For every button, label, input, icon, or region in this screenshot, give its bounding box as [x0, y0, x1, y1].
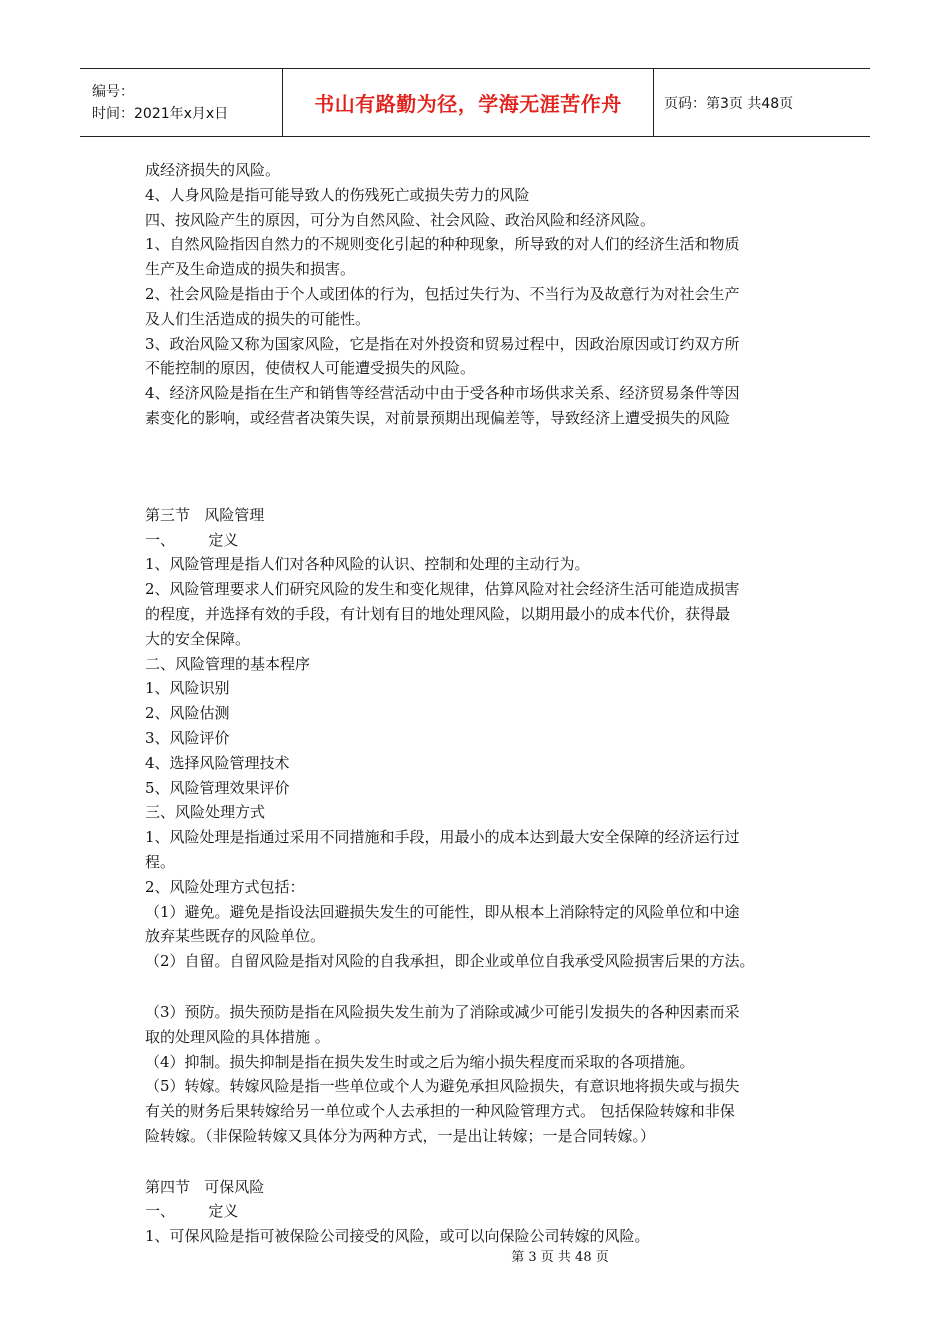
section-spacer [145, 431, 825, 477]
page-header [80, 68, 870, 137]
body-line: 的程度，并选择有效的手段，有计划有目的地处理风险，以期用最小的成本代价，获得最 [145, 604, 731, 623]
body-line: 1、可保风险是指可被保险公司接受的风险，或可以向保险公司转嫁的风险。 [145, 1227, 650, 1246]
body-line: 4、选择风险管理技术 [145, 753, 290, 772]
body-line: （2）自留。自留风险是指对风险的自我承担，即企业或单位自我承受风险损害后果的方法。 [145, 952, 755, 971]
section-spacer [145, 477, 825, 503]
body-line: 二、风险管理的基本程序 [145, 654, 311, 673]
footer-page-number: 第 3 页 共 48 页 [511, 1250, 609, 1265]
body-line: 4、人身风险是指可能导致人的伤残死亡或损失劳力的风险 [145, 185, 530, 204]
body-line: 及人们生活造成的损失的可能性。 [145, 309, 371, 328]
body-line: （1）避免。避免是指设法回避损失发生的可能性，即从根本上消除特定的风险单位和中途 [145, 902, 740, 921]
body-line: （4）抑制。损失抑制是指在损失发生时或之后为缩小损失程度而采取的各项措施。 [145, 1052, 695, 1071]
body-line: 生产及生命造成的损失和损害。 [145, 260, 356, 279]
section-spacer [145, 1149, 825, 1175]
body-line: 取的处理风险的具体措施 。 [145, 1027, 330, 1046]
header-meta [80, 69, 282, 136]
body-line: （5）转嫁。转嫁风险是指一些单位或个人为避免承担风险损失，有意识地将损失或与损失 [145, 1077, 740, 1096]
body-line: 1、风险处理是指通过采用不同措施和手段，用最小的成本达到最大安全保障的经济运行过 [145, 828, 740, 847]
body-line: 1、风险识别 [145, 679, 230, 698]
body-line: 程。 [145, 852, 176, 871]
header-motto: 书山有路勤为径，学海无涯苦作舟 [314, 92, 622, 116]
body-line: 3、政治风险又称为国家风险，它是指在对外投资和贸易过程中，因政治原因或订约双方所 [145, 334, 740, 353]
page-footer [0, 1246, 950, 1265]
body-line: 一、 定义 [145, 1202, 239, 1221]
body-line: 三、风险处理方式 [145, 803, 266, 822]
body-line: （3）预防。损失预防是指在风险损失发生前为了消除或减少可能引发损失的各种因素而采 [145, 1002, 740, 1021]
body-line: 2、社会风险是指由于个人或团体的行为，包括过失行为、不当行为及故意行为对社会生产 [145, 284, 740, 303]
body-line: 一、 定义 [145, 530, 239, 549]
section-heading: 第三节 风险管理 [145, 505, 265, 524]
body-line: 大的安全保障。 [145, 629, 251, 648]
body-line: 1、风险管理是指人们对各种风险的认识、控制和处理的主动行为。 [145, 555, 590, 574]
body-line: 成经济损失的风险。 [145, 161, 281, 179]
section-heading: 第四节 可保风险 [145, 1177, 265, 1196]
body-line: 2、风险管理要求人们研究风险的发生和变化规律，估算风险对社会经济生活可能造成损害 [145, 580, 740, 599]
body-line: 2、风险处理方式包括： [145, 877, 305, 896]
body-line: 不能控制的原因，使债权人可能遭受损失的风险。 [145, 359, 476, 378]
header-motto-cell [282, 69, 654, 136]
body-line: 有关的财务后果转嫁给另一单位或个人去承担的一种风险管理方式。 包括保险转嫁和非保 [145, 1102, 735, 1121]
body-line: 放弃某些既存的风险单位。 [145, 927, 326, 946]
document-time-label: 时间：2021年x月x日 [92, 105, 229, 122]
document-body [145, 158, 825, 1249]
body-line: 5、风险管理效果评价 [145, 778, 290, 797]
body-line: 3、风险评价 [145, 728, 230, 747]
body-line: 素变化的影响，或经营者决策失误，对前景预期出现偏差等，导致经济上遭受损失的风险 [145, 408, 731, 427]
document-number-label: 编号： [92, 83, 134, 100]
header-page-cell [654, 69, 793, 136]
paragraph-spacer [145, 974, 825, 1000]
body-line: 险转嫁。（非保险转嫁又具体分为两种方式，一是出让转嫁；一是合同转嫁。） [145, 1126, 656, 1145]
body-line: 4、经济风险是指在生产和销售等经营活动中由于受各种市场供求关系、经济贸易条件等因 [145, 384, 740, 403]
body-line: 四、按风险产生的原因，可分为自然风险、社会风险、政治风险和经济风险。 [145, 210, 656, 229]
body-line: 2、风险估测 [145, 704, 230, 723]
body-line: 1、自然风险指因自然力的不规则变化引起的种种现象，所导致的对人们的经济生活和物质 [145, 235, 740, 254]
header-page-label: 页码：第3页 共48页 [664, 95, 794, 112]
